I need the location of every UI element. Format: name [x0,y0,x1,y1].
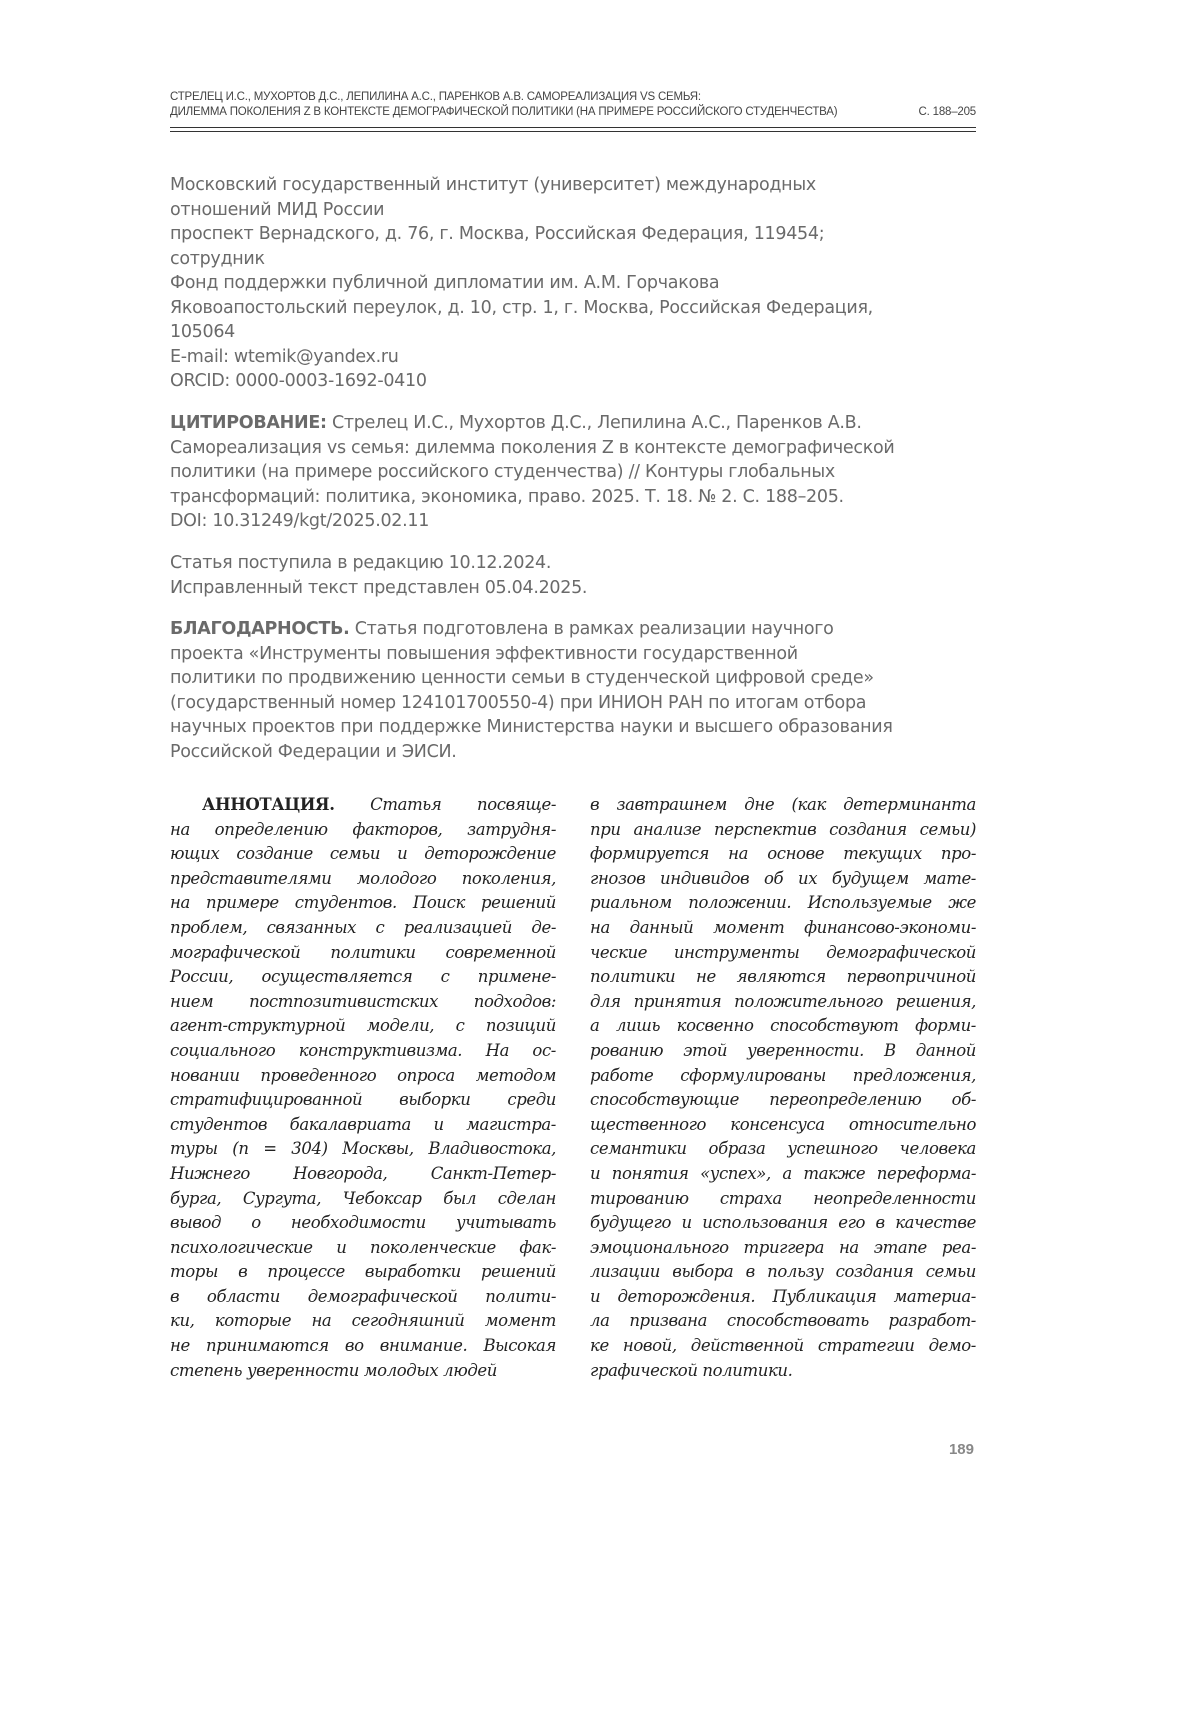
abstract-line [590,1088,976,1113]
abstract-line [170,867,556,892]
affiliation-block [170,173,990,394]
abstract-text: ческие инструменты демографической [590,942,976,962]
abstract-text: туры (n = 304) Москвы, Владивостока, [170,1139,556,1159]
abstract-text: вывод о необходимости учитывать [170,1213,556,1233]
abstract-line [590,867,976,892]
abstract-text: тированию страха неопределенности [590,1188,976,1208]
abstract-text: формируется на основе текущих про- [590,844,976,864]
abstract-line [590,891,976,916]
abstract-text: риальном положении. Используемые же [590,893,976,913]
affiliation-line: ORCID: 0000-0003-1692-0410 [170,371,427,391]
abstract-line [590,1162,976,1187]
abstract-line [590,1309,976,1334]
abstract-line [590,965,976,990]
citation-line [170,460,990,485]
abstract-line [170,1064,556,1089]
abstract-line [170,1137,556,1162]
citation-text: DOI: 10.31249/kgt/2025.02.11 [170,511,430,531]
abstract-text: агент-структурной модели, с позиций [170,1016,556,1036]
abstract-line [170,1285,556,1310]
abstract-line [170,1162,556,1187]
citation-line [170,485,990,510]
abstract-text: психологические и поколенческие фак- [170,1237,556,1257]
running-header-line1: СТРЕЛЕЦ И.С., МУХОРТОВ Д.С., ЛЕПИЛИНА А.С., ПАРЕНКОВ А.В. САМОРЕАЛИЗАЦИЯ VS СЕМЬЯ: [170,91,701,103]
abstract-line [170,1359,556,1384]
abstract-text: студентов бакалавриата и магистра- [170,1114,556,1134]
abstract-text: и понятия «успех», а также переформа- [590,1163,976,1183]
affiliation-line: Фонд поддержки публичной дипломатии им. А.М. Горчакова [170,273,720,293]
header-rule [170,127,976,132]
acknowledgement-line [170,715,990,740]
date-line: Исправленный текст представлен 05.04.2025. [170,577,588,598]
acknowledgement-line [170,691,990,716]
acknowledgement-line [170,666,990,691]
affiliation-line: 105064 [170,322,236,342]
dates-block [170,551,990,600]
acknowledgement-line [170,642,990,667]
abstract-text: а лишь косвенно способствуют форми- [590,1016,976,1036]
abstract-text: стратифицированной выборки среди [170,1090,556,1110]
abstract-text: ки, которые на сегодняшний момент [170,1311,556,1331]
abstract-text: социального конструктивизма. На ос- [170,1040,556,1060]
page-number: 189 [948,1441,974,1458]
abstract-line [170,891,556,916]
affiliation-line: Яковоапостольский переулок, д. 10, стр. 1, г. Москва, Российская Федерация, [170,297,873,318]
acknowledgement-text: научных проектов при поддержке Министерства науки и высшего образования [170,717,893,737]
abstract-line [590,1064,976,1089]
running-header-line2: ДИЛЕММА ПОКОЛЕНИЯ Z В КОНТЕКСТЕ ДЕМОГРАФИЧЕСКОЙ ПОЛИТИКИ (НА ПРИМЕРЕ РОССИЙСКОГО СТУДЕНЧЕСТВА) [170,106,838,118]
abstract-line [590,842,976,867]
abstract-line [590,1113,976,1138]
abstract-text: щественного консенсуса относительно [590,1114,976,1134]
abstract-text: проблем, связанных с реализацией де- [170,917,556,937]
citation-line [170,509,990,534]
citation-text: трансформаций: политика, экономика, право. 2025. Т. 18. № 2. С. 188–205. [170,486,844,507]
abstract-line [170,842,556,867]
abstract-text: торы в процессе выработки решений [170,1262,556,1282]
abstract-text: в завтрашнем дне (как детерминанта [590,795,976,814]
abstract-text: мографической политики современной [170,942,556,962]
abstract-text: эмоционального триггера на этапе реа- [590,1237,976,1257]
abstract-text: семантики образа успешного человека [590,1139,976,1159]
abstract-line [590,1236,976,1261]
abstract-text: бурга, Сургута, Чебоксар был сделан [170,1188,556,1208]
abstract-line [590,916,976,941]
affiliation-line: E-mail: wtemik@yandex.ru [170,346,399,367]
citation-block [170,411,990,534]
acknowledgement-text: Статья подготовлена в рамках реализации научного [349,619,834,639]
acknowledgement-text: (государственный номер 124101700550-4) при ИНИОН РАН по итогам отбора [170,692,867,713]
acknowledgement-text: Российской Федерации и ЭИСИ. [170,741,457,762]
abstract-line [590,818,976,843]
abstract-line [590,1187,976,1212]
abstract-text: работе сформулированы предложения, [590,1065,976,1085]
acknowledgement-label: БЛАГОДАРНОСТЬ. [170,619,350,639]
abstract-text: для принятия положительного решения, [590,991,976,1011]
abstract-text: способствующие переопределению об- [590,1090,976,1110]
abstract-text: нием постпозитивистских подходов: [170,991,556,1011]
abstract-line [590,793,976,818]
citation-line [170,436,990,461]
abstract-text: лизации выбора в пользу создания семьи [590,1262,976,1282]
abstract-line [170,1088,556,1113]
abstract-text: будущего и использования его в качестве [590,1213,976,1233]
abstract-line [170,990,556,1015]
abstract-line [590,1260,976,1285]
citation-line [170,411,990,436]
affiliation-line: Московский государственный институт (университет) международных [170,175,816,195]
acknowledgement-text: проекта «Инструменты повышения эффективности государственной [170,643,798,664]
abstract-line [590,941,976,966]
citation-text: Стрелец И.С., Мухортов Д.С., Лепилина А.С., Паренков А.В. [326,413,862,433]
citation-text: политики (на примере российского студенчества) // Контуры глобальных [170,462,835,482]
abstract-text: в области демографической полити- [170,1286,556,1306]
abstract-text: Нижнего Новгорода, Санкт-Петер- [170,1163,556,1183]
abstract-text: на данный момент финансово-экономи- [590,917,976,937]
abstract-text: ющих создание семьи и деторождение [170,844,556,864]
acknowledgement-text: политики по продвижению ценности семьи в студенческой цифровой среде» [170,668,874,688]
abstract-line [170,965,556,990]
abstract-line [170,1309,556,1334]
abstract-line [170,1334,556,1359]
abstract-text: при анализе перспектив создания семьи) [590,819,976,839]
abstract-line [170,916,556,941]
abstract-line [170,1113,556,1138]
page-range: С. 188–205 [918,106,976,118]
abstract-text: России, осуществляется с примене- [170,967,556,987]
acknowledgement-block [170,617,990,764]
abstract-line [590,990,976,1015]
abstract-text: на примере студентов. Поиск решений [170,893,556,913]
abstract-text: Статья посвяще- [370,795,556,814]
abstract-line [590,1211,976,1236]
affiliation-line: проспект Вернадского, д. 76, г. Москва, Российская Федерация, 119454; [170,224,825,244]
abstract-text: графической политики. [590,1360,793,1380]
affiliation-line: сотрудник [170,248,265,269]
abstract-right-column [590,793,976,1383]
date-line: Статья поступила в редакцию 10.12.2024. [170,553,552,573]
acknowledgement-line [170,617,990,642]
abstract-line [170,941,556,966]
citation-text: Самореализация vs семья: дилемма поколения Z в контексте демографической [170,437,895,458]
abstract-text: ке новой, действенной стратегии демо- [590,1336,976,1356]
abstract-text: ла призвана способствовать разработ- [590,1311,976,1331]
abstract-line [170,1211,556,1236]
abstract-text: и деторождения. Публикация материа- [590,1286,976,1306]
abstract-text: новании проведенного опроса методом [170,1065,556,1085]
abstract-text: представителями молодого поколения, [170,868,556,888]
abstract-line [170,793,556,818]
acknowledgement-line [170,740,990,765]
abstract-line [170,1187,556,1212]
abstract-text: на определению факторов, затрудня- [170,819,556,839]
abstract-line [590,1014,976,1039]
abstract-line [590,1137,976,1162]
abstract-text: не принимаются во внимание. Высокая [170,1336,556,1356]
running-header [170,90,976,120]
abstract-line [170,1014,556,1039]
abstract-text: степень уверенности молодых людей [170,1360,498,1380]
abstract-left-column [170,793,556,1383]
abstract-label: АННОТАЦИЯ. [202,795,335,814]
abstract-line [590,1334,976,1359]
abstract-line [590,1039,976,1064]
abstract-line [170,818,556,843]
citation-label: ЦИТИРОВАНИЕ: [170,413,327,433]
abstract-text: политики не являются первопричиной [590,967,976,987]
abstract-line [590,1285,976,1310]
abstract-line [590,1359,976,1384]
abstract-text: гнозов индивидов об их будущем мате- [590,868,976,888]
abstract-text: рованию этой уверенности. В данной [590,1040,976,1060]
abstract-line [170,1039,556,1064]
affiliation-line: отношений МИД России [170,199,385,220]
abstract-line [170,1260,556,1285]
abstract-line [170,1236,556,1261]
